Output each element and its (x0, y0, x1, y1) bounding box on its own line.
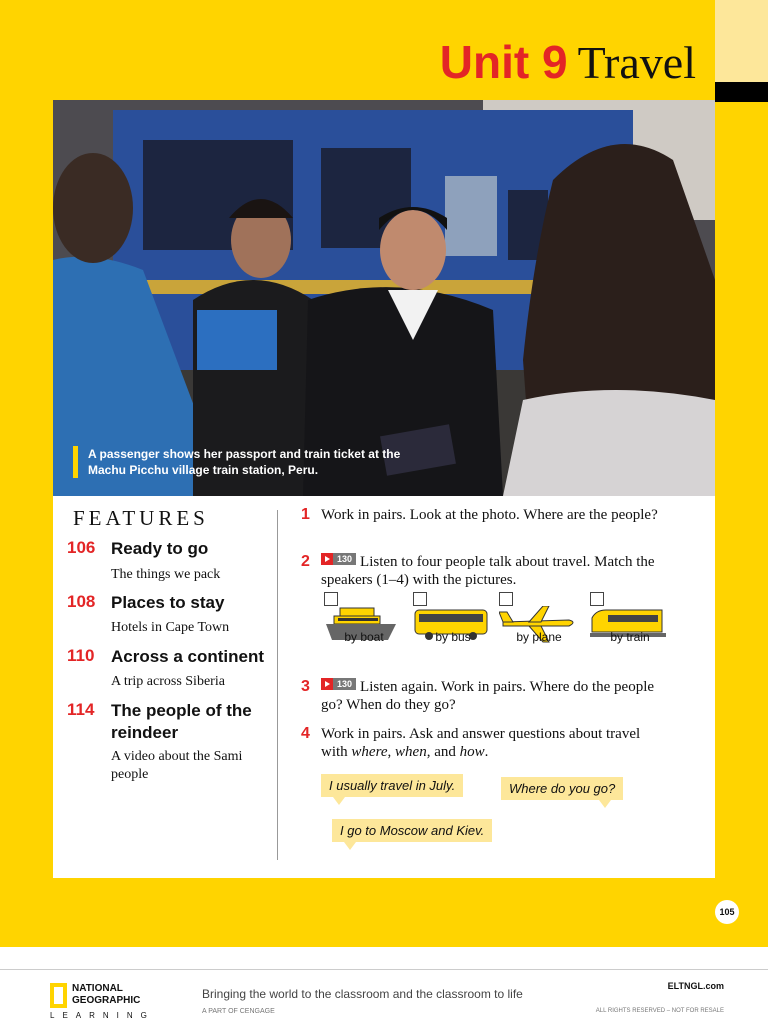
exercise-number: 4 (301, 725, 310, 742)
corner-tab (715, 0, 768, 82)
corner-bar (715, 82, 768, 102)
column-divider (277, 510, 278, 860)
logo-learning: LEARNING (50, 1011, 155, 1020)
audio-track-number: 130 (333, 678, 356, 690)
exercise-instruction: Listen again. Work in pairs. Where do the people go? When do they go? (321, 679, 655, 713)
feature-name: Ready to go (111, 539, 209, 558)
feature-page: 108 (67, 592, 96, 611)
answer-checkbox[interactable] (499, 592, 513, 606)
speech-bubble: Where do you go? (501, 777, 623, 800)
feature-page: 110 (67, 646, 95, 665)
content-panel (53, 496, 715, 878)
exercise-number: 3 (301, 678, 310, 695)
train-station-photo (53, 100, 715, 496)
feature-name: The people of the reindeer (111, 701, 252, 742)
exercise-text (321, 725, 661, 761)
footer-rights: ALL RIGHTS RESERVED – NOT FOR RESALE (595, 1008, 724, 1014)
audio-track-button[interactable] (321, 678, 356, 690)
speech-bubble: I usually travel in July. (321, 774, 463, 797)
footer-tagline: Bringing the world to the classroom and the classroom to life (202, 987, 523, 1001)
word-separator: , and (426, 744, 460, 760)
unit-title (440, 34, 696, 91)
audio-track-number: 130 (333, 553, 356, 565)
features-heading: FEATURES (73, 506, 209, 530)
national-geographic-logo (50, 983, 155, 1020)
exercise-instruction: Work in pairs. Ask and answer questions about travel with (321, 726, 641, 760)
unit-number: Unit 9 (439, 36, 568, 88)
feature-desc: Hotels in Cape Town (111, 620, 230, 635)
sentence-end: . (484, 744, 489, 760)
answer-checkbox[interactable] (324, 592, 338, 606)
picture-label: by boat (344, 630, 384, 644)
feature-desc: The things we pack (111, 567, 221, 582)
exercise-number: 2 (301, 553, 310, 570)
play-icon (321, 678, 333, 690)
exercise-instruction: Listen to four people talk about travel. Match the speakers (1–4) with the pictures. (321, 554, 655, 588)
feature-desc: A trip across Siberia (111, 674, 225, 689)
exercise-number: 1 (301, 506, 310, 523)
feature-page: 114 (67, 700, 95, 719)
feature-page: 106 (67, 538, 96, 557)
photo-caption: A passenger shows her passport and train ticket at the Machu Picchu village train station, Peru. (73, 446, 403, 478)
feature-name: Places to stay (111, 593, 225, 612)
exercise-text: Work in pairs. Look at the photo. Where are the people? (321, 507, 658, 523)
footer (0, 947, 768, 1024)
logo-line: GEOGRAPHIC (72, 995, 141, 1006)
yellow-border-icon (50, 983, 67, 1008)
exercise-text (321, 553, 661, 589)
unit-topic: Travel (577, 37, 696, 88)
footer-url-link[interactable]: ELTNGL.com (667, 981, 724, 991)
logo-line: NATIONAL (72, 983, 123, 994)
answer-checkbox[interactable] (590, 592, 604, 606)
feature-name: Across a continent (111, 647, 265, 666)
footer-rule (0, 969, 768, 970)
play-icon (321, 553, 333, 565)
speech-bubble: I go to Moscow and Kiev. (332, 819, 492, 842)
logo-wordmark (72, 983, 140, 1007)
word-separator: , (387, 744, 396, 760)
picture-label: by train (610, 630, 650, 644)
picture-label: by bus (435, 630, 471, 644)
question-word: when (395, 744, 427, 760)
page-number: 105 (715, 900, 739, 924)
answer-checkbox[interactable] (413, 592, 427, 606)
question-word: how (459, 744, 485, 760)
footer-cengage: A PART OF CENGAGE (202, 1008, 275, 1015)
feature-desc: A video about the Sami people (111, 749, 243, 782)
picture-label: by plane (516, 630, 562, 644)
exercise-text (321, 678, 661, 714)
photo-illustration (53, 100, 715, 496)
audio-track-button[interactable] (321, 553, 356, 565)
question-word: where (351, 744, 388, 760)
